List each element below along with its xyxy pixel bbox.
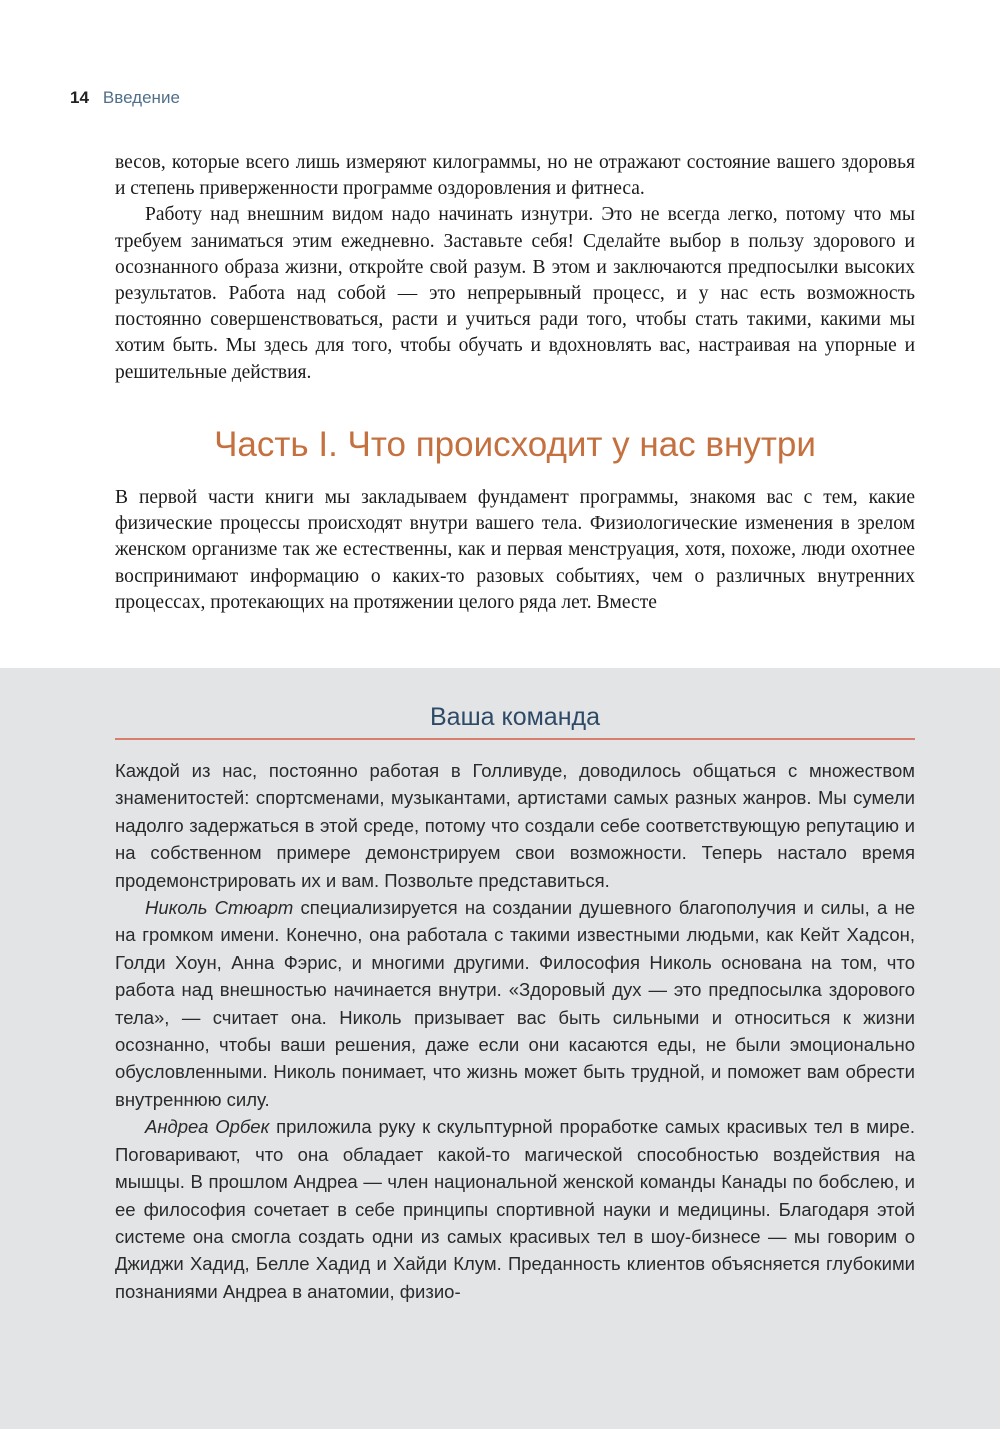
part-paragraph: В первой части книги мы закладываем фундамент программы, знакомя вас с тем, какие физические процессы происходят внутри вашего тела. Физиологические изменения в зрелом женском организме так же естественны, как и первая менструация, хотя, похоже, люди охотнее воспринимают информацию о каких-то разовых событиях, чем о различных внутренних процессах, протекающих на протяжении целого ряда лет. Вместе xyxy=(115,487,915,613)
sidebar-paragraph-1: Каждой из нас, постоянно работая в Голливуде, доводилось общаться с множеством знаменитостей: спортсменами, музыкантами, артистами самых разных жанров. Мы сумели надолго задержаться в этой среде, потому что создали себе соответствующую репутацию и на собственном примере демонстрируем свои возможности. Теперь настало время продемонстрировать их и вам. Позвольте представиться. xyxy=(115,760,915,891)
nicole-text: специализируется на создании душевного благополучия и силы, а не на громком имени. Конечно, она работала с такими известными людьми, как Кейт Хадсон, Голди Хоун, Анна Фэрис, и многими другими. Философия Николь основана на том, что работа над внешностью начинается внутри. «Здоровый дух — это предпосылка здорового тела», — считает она. Николь призывает вас быть сильными и относиться к жизни осознанно, чтобы ваши решения, даже если они касаются еды, не были эмоционально обусловленными. Николь понимает, что жизнь может быть трудной, и поможет вам обрести внутреннюю силу. xyxy=(115,897,915,1110)
sidebar-paragraph-nicole xyxy=(115,894,915,1113)
andrea-name: Андреа Орбек xyxy=(145,1116,270,1138)
running-head xyxy=(70,86,180,110)
sidebar-title: Ваша команда xyxy=(430,703,600,731)
nicole-name: Николь Стюарт xyxy=(145,897,294,919)
sidebar-body xyxy=(115,757,915,1305)
andrea-text: приложила руку к скульптурной проработке самых красивых тел в мире. Поговаривают, что она обладает какой-то магической способностью воздействия на мышцы. В прошлом Андреа — член национальной женской команды Канады по бобслею, и ее философия сочетает в себе принципы спортивной науки и медицины. Благодаря этой системе она смогла создать одни из самых красивых тел в шоу-бизнесе — мы говорим о Джиджи Хадид, Белле Хадид и Хайди Клум. Преданность клиентов объясняется глубокими познаниями Андреа в анатомии, физио- xyxy=(115,1116,916,1302)
sidebar-paragraph-andrea xyxy=(115,1113,915,1305)
section-name: Введение xyxy=(102,88,180,107)
intro-paragraph-2: Работу над внешним видом надо начинать изнутри. Это не всегда легко, потому что мы требуем заниматься этим ежедневно. Заставьте себя! Сделайте выбор в пользу здорового и осознанного образа жизни, откройте свой разум. В этом и заключаются предпосылки высоких результатов. Работа над собой — это непрерывный процесс, и у нас есть возможность постоянно совершенствоваться, расти и учиться ради того, чтобы стать такими, какими мы хотим быть. Мы здесь для того, чтобы обучать и вдохновлять вас, настраивая на упорные и решительные действия. xyxy=(115,204,915,383)
part-text xyxy=(115,485,915,616)
page-number: 14 xyxy=(70,88,89,107)
intro-text xyxy=(115,150,915,386)
intro-paragraph-1: весов, которые всего лишь измеряют килограммы, но не отражают состояние вашего здоровья и степень приверженности программе оздоровления и фитнеса. xyxy=(115,152,915,200)
part-heading: Часть I. Что происходит у нас внутри xyxy=(214,425,816,464)
sidebar-divider xyxy=(115,738,915,740)
sidebar-box xyxy=(0,668,1000,1429)
